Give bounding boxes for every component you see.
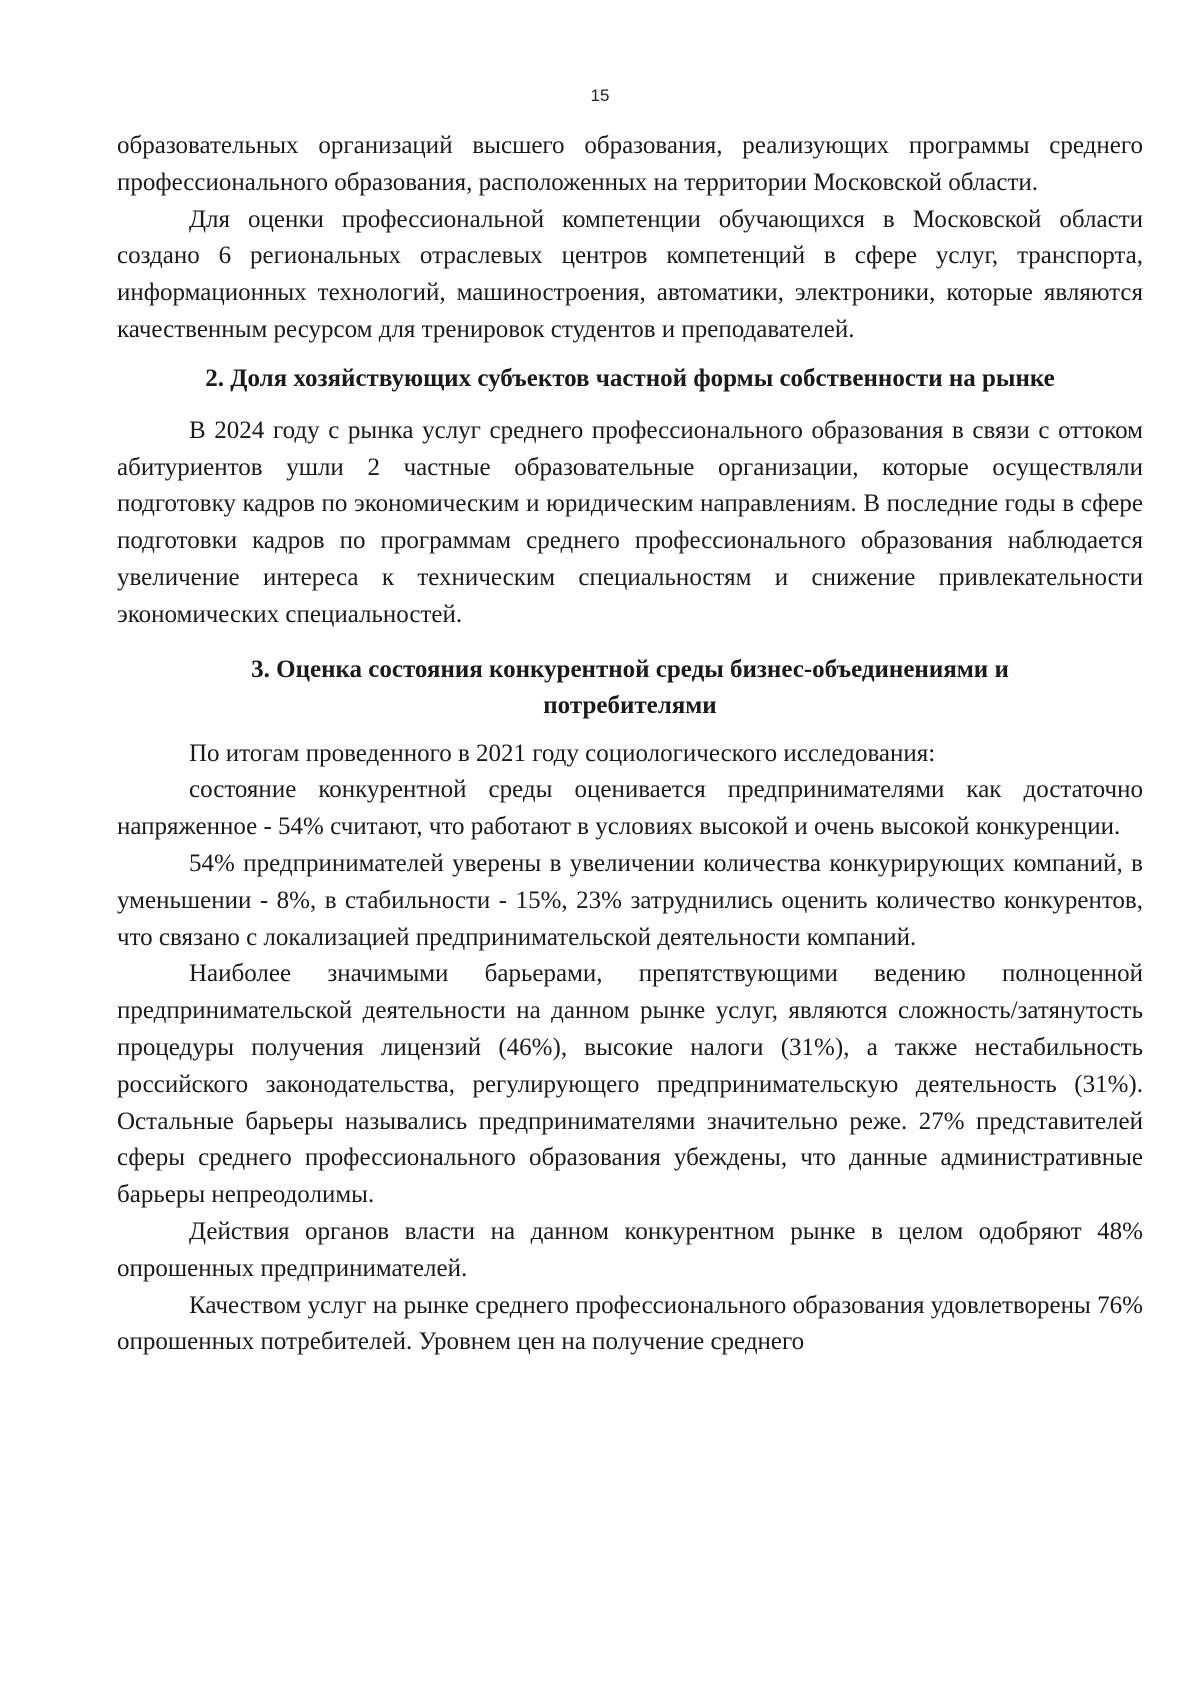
section-2-heading: 2. Доля хозяйствующих субъектов частной формы собственности на рынке bbox=[205, 364, 1055, 392]
authorities-approval-paragraph: Действия органов власти на данном конкурентном рынке в целом одобряют 48% опрошенных предпринимателей. bbox=[117, 1217, 1143, 1282]
page-number: 15 bbox=[590, 86, 610, 105]
section-3-heading: 3. Оценка состояния конкурентной среды бизнес-объединениями и потребителями bbox=[251, 655, 1009, 719]
survey-intro-paragraph: По итогам проведенного в 2021 году социологического исследования: bbox=[189, 739, 936, 767]
competence-paragraph: Для оценки профессиональной компетенции обучающихся в Московской области создано 6 региональных отраслевых центров компетенций в сфере услуг, транспорта, информационных технологий, машиностроения, автоматики, электроники, которые являются качественным ресурсом для тренировок студентов и преподавателей. bbox=[117, 205, 1143, 343]
intro-paragraph: образовательных организаций высшего образования, реализующих программы среднего профессионального образования, расположенных на территории Московской области. bbox=[117, 132, 1143, 196]
page-body bbox=[117, 128, 1143, 1361]
barriers-paragraph: Наиболее значимыми барьерами, препятствующими ведению полноценной предпринимательской деятельности на данном рынке услуг, являются сложность/затянутость процедуры получения лицензий (46%), высокие налоги (31%), а также нестабильность российского законодательства, регулирующего предпринимательскую деятельность (31%). Остальные барьеры назывались предпринимателями значительно реже. 27% представителей сферы среднего профессионального образования убеждены, что данные административные барьеры непреодолимы. bbox=[117, 960, 1143, 1209]
competition-state-paragraph: состояние конкурентной среды оценивается предпринимателями как достаточно напряженное - 54% считают, что работают в условиях высокой и очень высокой конкуренции. bbox=[117, 776, 1143, 841]
service-quality-paragraph: Качеством услуг на рынке среднего профессионального образования удовлетворены 76% опрошенных потребителей. Уровнем цен на получение среднего bbox=[117, 1291, 1143, 1356]
section-2-paragraph: В 2024 году с рынка услуг среднего профессионального образования в связи с оттоком абитуриентов ушли 2 частные образовательные организации, которые осуществляли подготовку кадров по экономическим и юридическим направлениям. В последние годы в сфере подготовки кадров по программам среднего профессионального образования наблюдается увеличение интереса к техническим специальностям и снижение привлекательности экономических специальностей. bbox=[117, 416, 1143, 628]
competitors-count-paragraph: 54% предпринимателей уверены в увеличении количества конкурирующих компаний, в уменьшении - 8%, в стабильности - 15%, 23% затруднились оценить количество конкурентов, что связано с локализацией предпринимательской деятельности компаний. bbox=[117, 849, 1143, 951]
